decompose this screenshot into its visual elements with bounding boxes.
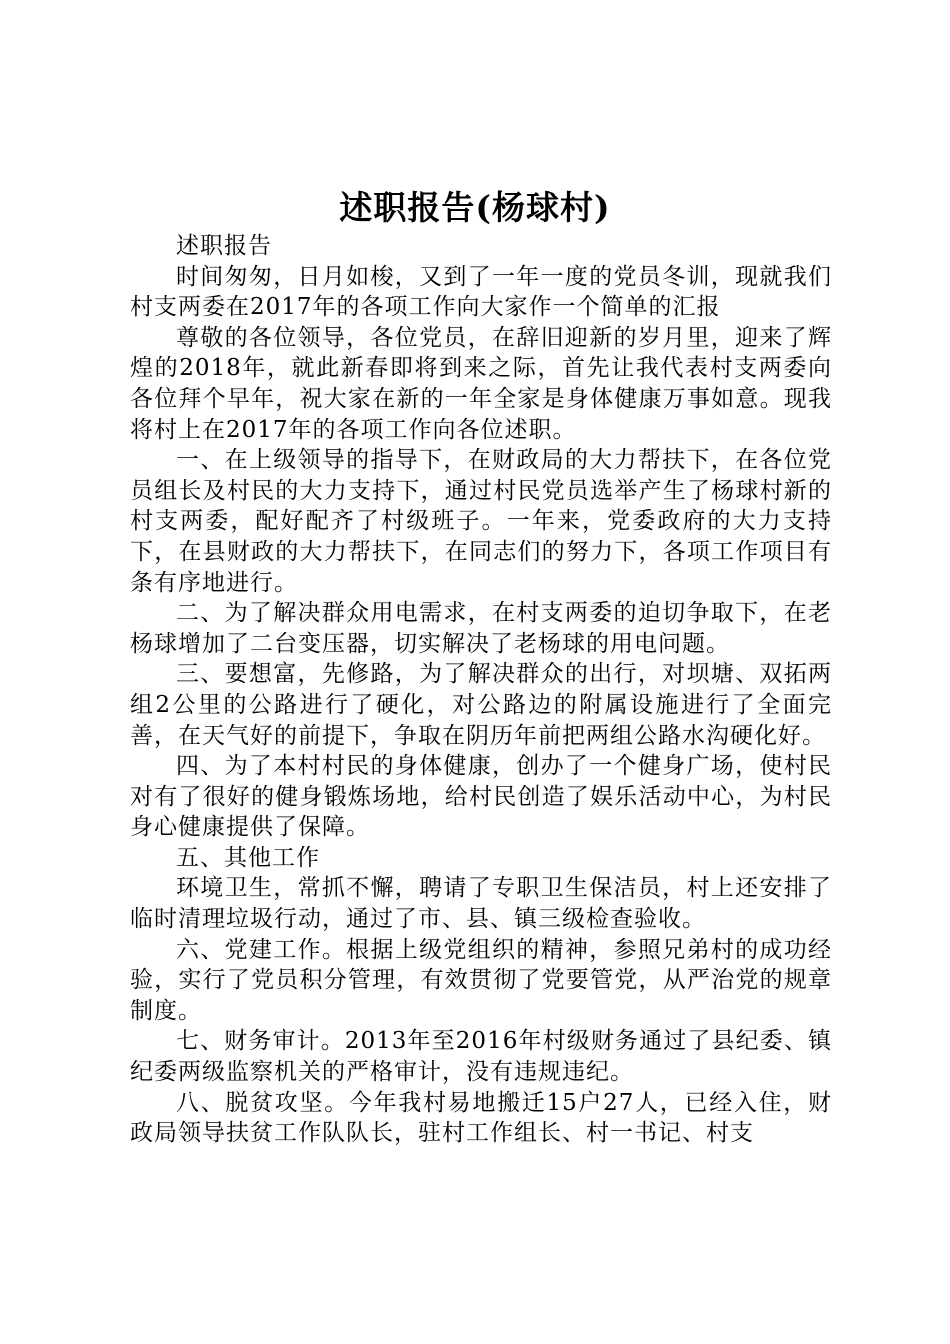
document-body [130, 231, 832, 1149]
paragraph-item-6: 六、党建工作。根据上级党组织的精神，参照兄弟村的成功经验，实行了党员积分管理，有效贯彻了党要管党，从严治党的规章制度。 [130, 936, 832, 1024]
paragraph-intro: 时间匆匆，日月如梭，又到了一年一度的党员冬训，现就我们村支两委在2017年的各项工作向大家作一个简单的汇报 [130, 263, 832, 321]
paragraph-item-7: 七、财务审计。2013年至2016年村级财务通过了县纪委、镇纪委两级监察机关的严格审计，没有违规违纪。 [130, 1028, 832, 1086]
document-title: 述职报告(杨球村) [339, 188, 611, 227]
paragraph-item-5-body: 环境卫生，常抓不懈，聘请了专职卫生保洁员，村上还安排了临时清理垃圾行动，通过了市、县、镇三级检查验收。 [130, 875, 832, 933]
paragraph-item-3: 三、要想富，先修路，为了解决群众的出行，对坝塘、双拓两组2公里的公路进行了硬化，对公路边的附属设施进行了全面完善，在天气好的前提下，争取在阴历年前把两组公路水沟硬化好。 [130, 661, 832, 749]
paragraph-greeting: 尊敬的各位领导，各位党员，在辞旧迎新的岁月里，迎来了辉煌的2018年，就此新春即将到来之际，首先让我代表村支两委向各位拜个早年，祝大家在新的一年全家是身体健康万事如意。现我将村上在2017年的各项工作向各位述职。 [130, 324, 832, 443]
paragraph-heading: 述职报告 [176, 233, 272, 259]
paragraph-item-2: 二、为了解决群众用电需求，在村支两委的迫切争取下，在老杨球增加了二台变压器，切实解决了老杨球的用电问题。 [130, 600, 832, 657]
paragraph-item-4: 四、为了本村村民的身体健康，创办了一个健身广场，使村民对有了很好的健身锻炼场地，给村民创造了娱乐活动中心，为村民身心健康提供了保障。 [130, 753, 832, 841]
paragraph-item-8: 八、脱贫攻坚。今年我村易地搬迁15户27人，已经入住，财政局领导扶贫工作队队长，驻村工作组长、村一书记、村支 [130, 1089, 832, 1147]
paragraph-item-1: 一、在上级领导的指导下，在财政局的大力帮扶下，在各位党员组长及村民的大力支持下，通过村民党员选举产生了杨球村新的村支两委，配好配齐了村级班子。一年来，党委政府的大力支持下，在县财政的大力帮扶下，在同志们的努力下，各项工作项目有条有序地进行。 [130, 447, 832, 596]
paragraph-item-5-heading: 五、其他工作 [176, 844, 320, 871]
